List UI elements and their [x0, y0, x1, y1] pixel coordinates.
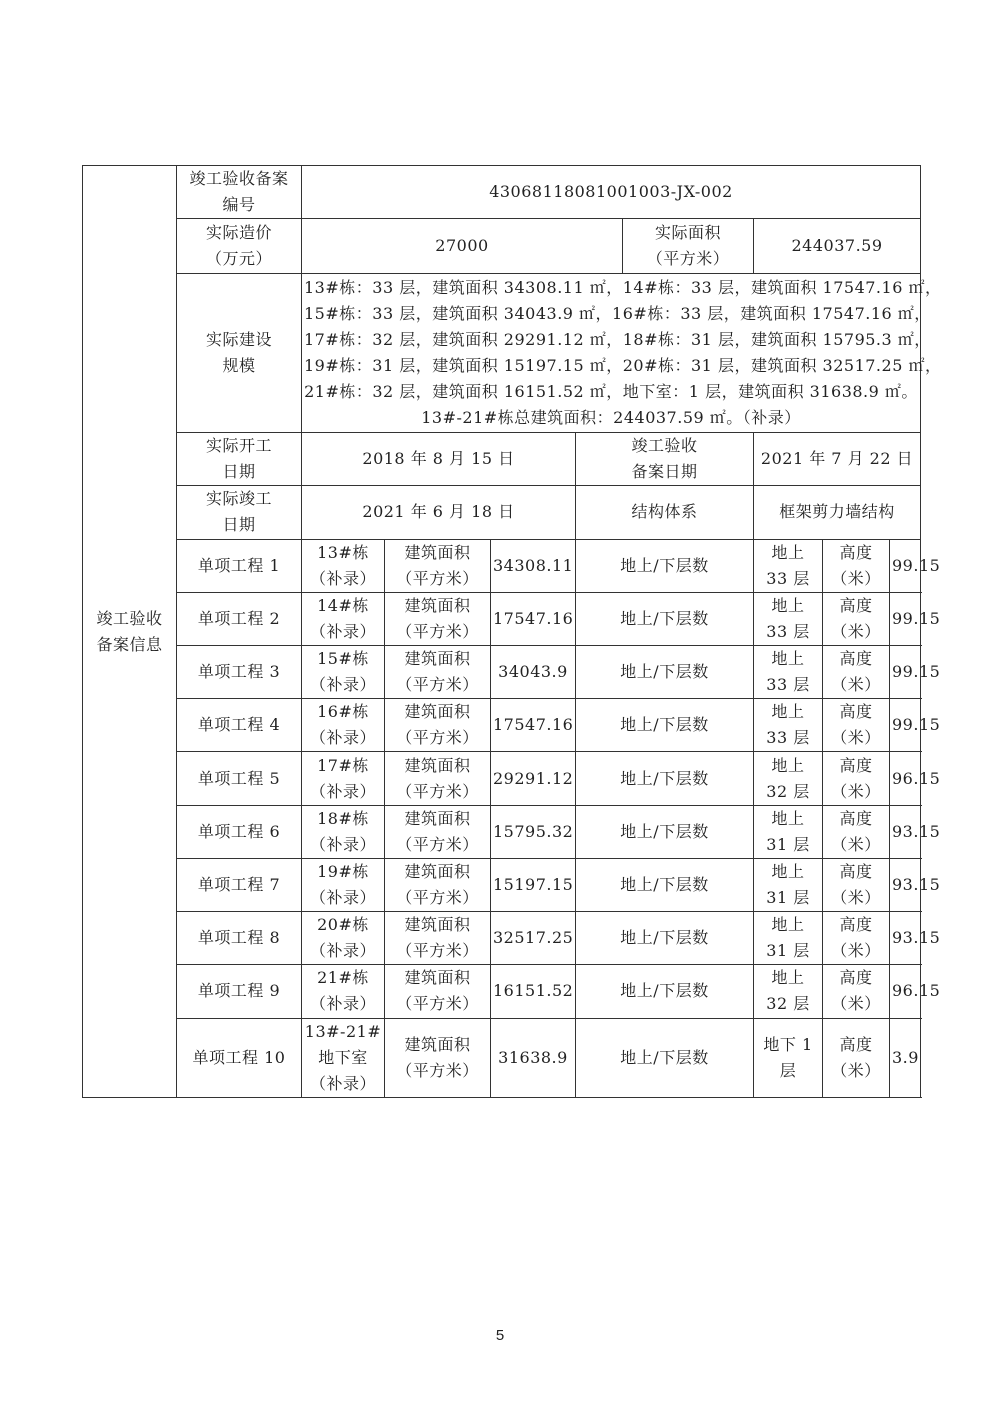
project-height-value: 99.15: [890, 592, 921, 645]
project-area-value: 34043.9: [491, 646, 576, 699]
table-row: [83, 912, 921, 965]
project-area-label: 建筑面积 （平方米）: [385, 912, 491, 965]
table-row: [83, 805, 921, 858]
project-floors-label: 地上/下层数: [576, 539, 754, 592]
table-row: [83, 1018, 921, 1097]
project-floors-label: 地上/下层数: [576, 912, 754, 965]
record-no-label: 竣工验收备案 编号: [177, 166, 302, 219]
project-area-label: 建筑面积 （平方米）: [385, 858, 491, 911]
project-area-value: 17547.16: [491, 699, 576, 752]
project-floors-label: 地上/下层数: [576, 752, 754, 805]
project-building: 13#栋 （补录）: [302, 539, 385, 592]
project-height-label: 高度 （米）: [823, 912, 890, 965]
table-row: [83, 752, 921, 805]
project-height-value: 99.15: [890, 539, 921, 592]
project-name: 单项工程 4: [177, 699, 302, 752]
project-area-value: 32517.25: [491, 912, 576, 965]
project-building: 17#栋 （补录）: [302, 752, 385, 805]
project-area-label: 建筑面积 （平方米）: [385, 699, 491, 752]
cost-label: 实际造价 （万元）: [177, 219, 302, 274]
project-name: 单项工程 5: [177, 752, 302, 805]
structure-value: 框架剪力墙结构: [754, 486, 921, 539]
project-height-value: 93.15: [890, 805, 921, 858]
scale-line: 13#-21#栋总建筑面积：244037.59 ㎡。（补录）: [421, 408, 801, 428]
scale-line: 15#栋：33 层，建筑面积 34043.9 ㎡，16#栋：33 层，建筑面积 17547.16 ㎡，: [304, 304, 931, 324]
project-name: 单项工程 9: [177, 965, 302, 1018]
project-area-value: 15197.15: [491, 858, 576, 911]
project-floors-value: 地下 1 层: [754, 1018, 823, 1097]
project-building: 20#栋 （补录）: [302, 912, 385, 965]
table-row: [83, 965, 921, 1018]
project-area-value: 15795.32: [491, 805, 576, 858]
project-floors-value: 地上 33 层: [754, 539, 823, 592]
project-height-label: 高度 （米）: [823, 699, 890, 752]
project-floors-label: 地上/下层数: [576, 592, 754, 645]
project-height-label: 高度 （米）: [823, 752, 890, 805]
project-height-value: 96.15: [890, 965, 921, 1018]
area-value: 244037.59: [754, 219, 921, 274]
completion-date-label: 实际竣工 日期: [177, 486, 302, 539]
table-row: [83, 858, 921, 911]
project-area-label: 建筑面积 （平方米）: [385, 965, 491, 1018]
project-area-value: 34308.11: [491, 539, 576, 592]
area-label: 实际面积 （平方米）: [623, 219, 754, 274]
project-area-value: 31638.9: [491, 1018, 576, 1097]
project-floors-value: 地上 33 层: [754, 646, 823, 699]
project-building: 21#栋 （补录）: [302, 965, 385, 1018]
table-row: [83, 274, 921, 433]
scale-line: 21#栋：32 层，建筑面积 16151.52 ㎡，地下室：1 层，建筑面积 31638.9 ㎡。: [304, 382, 918, 402]
project-height-value: 99.15: [890, 699, 921, 752]
project-floors-value: 地上 31 层: [754, 912, 823, 965]
project-height-value: 3.9: [890, 1018, 921, 1097]
table-row: [83, 539, 921, 592]
project-name: 单项工程 10: [177, 1018, 302, 1097]
cost-value: 27000: [302, 219, 623, 274]
project-building: 19#栋 （补录）: [302, 858, 385, 911]
table-row: [83, 486, 921, 539]
table-row: [83, 219, 921, 274]
project-building: 18#栋 （补录）: [302, 805, 385, 858]
project-building: 15#栋 （补录）: [302, 646, 385, 699]
project-name: 单项工程 2: [177, 592, 302, 645]
project-height-label: 高度 （米）: [823, 646, 890, 699]
project-area-label: 建筑面积 （平方米）: [385, 539, 491, 592]
project-height-value: 99.15: [890, 646, 921, 699]
project-height-value: 93.15: [890, 858, 921, 911]
project-floors-label: 地上/下层数: [576, 965, 754, 1018]
project-area-label: 建筑面积 （平方米）: [385, 1018, 491, 1097]
scale-line: 17#栋：32 层，建筑面积 29291.12 ㎡，18#栋：31 层，建筑面积 15795.3 ㎡，: [304, 330, 931, 350]
project-floors-label: 地上/下层数: [576, 699, 754, 752]
project-floors-value: 地上 33 层: [754, 592, 823, 645]
section-label: 竣工验收 备案信息: [83, 166, 177, 1098]
project-floors-value: 地上 31 层: [754, 805, 823, 858]
project-building: 16#栋 （补录）: [302, 699, 385, 752]
table-row: [83, 592, 921, 645]
project-height-label: 高度 （米）: [823, 858, 890, 911]
record-date-label: 竣工验收 备案日期: [576, 433, 754, 486]
project-area-value: 17547.16: [491, 592, 576, 645]
project-floors-label: 地上/下层数: [576, 646, 754, 699]
project-height-label: 高度 （米）: [823, 1018, 890, 1097]
project-height-label: 高度 （米）: [823, 539, 890, 592]
table-row: [83, 433, 921, 486]
project-floors-value: 地上 32 层: [754, 965, 823, 1018]
project-area-value: 16151.52: [491, 965, 576, 1018]
page-number: 5: [495, 1327, 505, 1344]
scale-line: 13#栋：33 层，建筑面积 34308.11 ㎡，14#栋：33 层，建筑面积 17547.16 ㎡，: [304, 278, 942, 298]
project-name: 单项工程 6: [177, 805, 302, 858]
table-row: [83, 699, 921, 752]
record-no-value: 43068118081001003-JX-002: [302, 166, 921, 219]
table-row: [83, 166, 921, 219]
project-area-label: 建筑面积 （平方米）: [385, 646, 491, 699]
project-height-value: 96.15: [890, 752, 921, 805]
project-floors-label: 地上/下层数: [576, 805, 754, 858]
record-date-value: 2021 年 7 月 22 日: [754, 433, 921, 486]
project-floors-value: 地上 32 层: [754, 752, 823, 805]
project-floors-label: 地上/下层数: [576, 1018, 754, 1097]
project-area-label: 建筑面积 （平方米）: [385, 805, 491, 858]
project-height-label: 高度 （米）: [823, 805, 890, 858]
project-name: 单项工程 8: [177, 912, 302, 965]
project-name: 单项工程 1: [177, 539, 302, 592]
scale-label: 实际建设 规模: [177, 274, 302, 433]
project-height-label: 高度 （米）: [823, 965, 890, 1018]
project-floors-value: 地上 33 层: [754, 699, 823, 752]
project-area-label: 建筑面积 （平方米）: [385, 752, 491, 805]
project-name: 单项工程 3: [177, 646, 302, 699]
project-name: 单项工程 7: [177, 858, 302, 911]
project-building: 14#栋 （补录）: [302, 592, 385, 645]
scale-value: [302, 274, 942, 433]
project-height-label: 高度 （米）: [823, 592, 890, 645]
start-date-label: 实际开工 日期: [177, 433, 302, 486]
table-body: [83, 166, 942, 1098]
project-floors-value: 地上 31 层: [754, 858, 823, 911]
structure-label: 结构体系: [576, 486, 754, 539]
project-height-value: 93.15: [890, 912, 921, 965]
table-row: [83, 646, 921, 699]
project-area-label: 建筑面积 （平方米）: [385, 592, 491, 645]
project-area-value: 29291.12: [491, 752, 576, 805]
project-floors-label: 地上/下层数: [576, 858, 754, 911]
completion-date-value: 2021 年 6 月 18 日: [302, 486, 576, 539]
scale-line: 19#栋：31 层，建筑面积 15197.15 ㎡，20#栋：31 层，建筑面积 32517.25 ㎡，: [304, 356, 942, 376]
record-info-table: [82, 165, 942, 1098]
project-building: 13#-21# 地下室 （补录）: [302, 1018, 385, 1097]
start-date-value: 2018 年 8 月 15 日: [302, 433, 576, 486]
